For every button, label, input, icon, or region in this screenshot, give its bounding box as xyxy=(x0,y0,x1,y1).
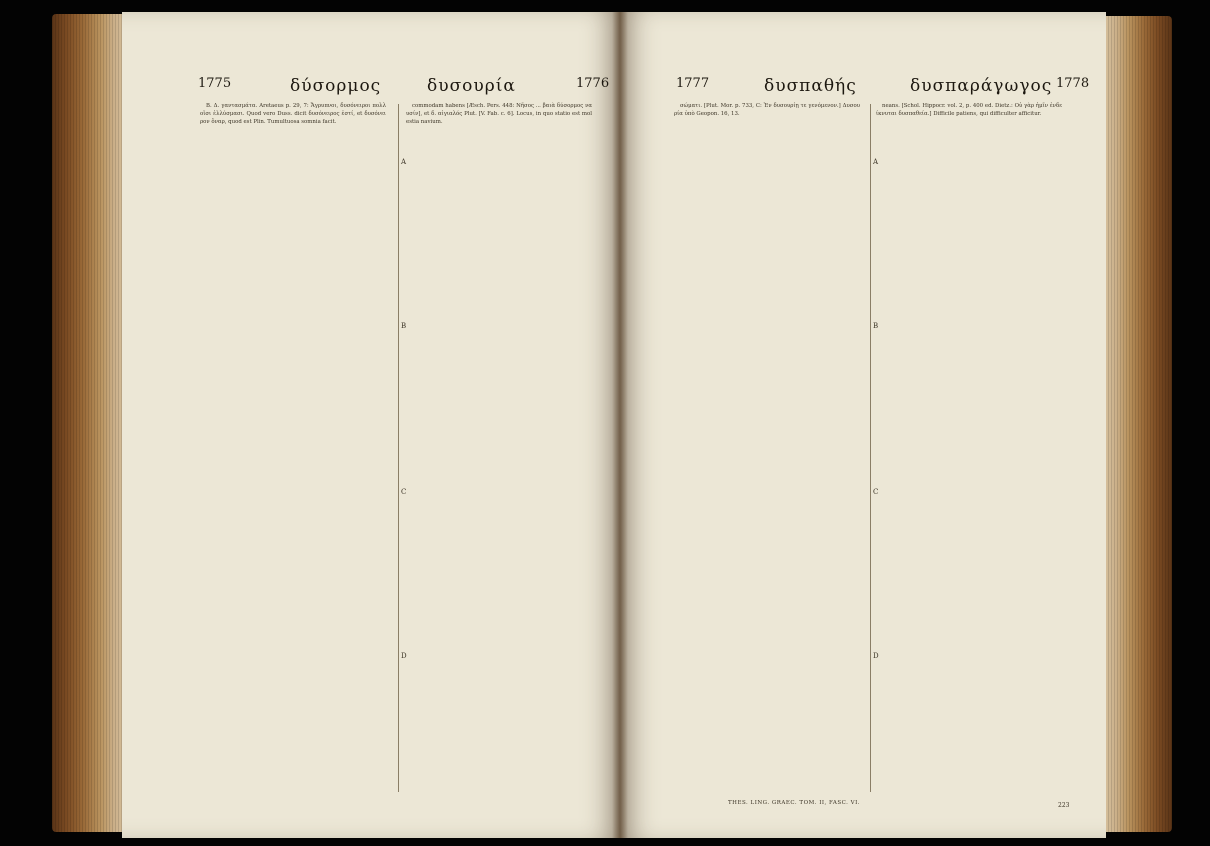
book-gutter xyxy=(612,12,628,838)
right-headword-a: δυσπαθής xyxy=(764,76,857,96)
left-marker-b: B xyxy=(401,322,407,330)
right-marker-b: B xyxy=(873,322,879,330)
left-column-a-text: B. Δ. γαντασμάτα. Aretaeus p. 29, 7: Ἄγρυπνοι, δυσόνειροι πολλοῖσι ἐλλύσμασι. Quod vero Duss. dicit δυσόνειρος ἐστί, et δυσόνειρον ὄναρ, quod est Plin. Tumultuosa somnia facit. xyxy=(200,103,386,126)
right-headword-b: δυσπαράγωγος xyxy=(910,76,1053,96)
right-page xyxy=(620,12,1106,838)
left-marker-d: D xyxy=(401,652,407,660)
left-headword-b: δυσουρία xyxy=(427,76,516,96)
right-page-footer: THES. LING. GRAEC. TOM. II, FASC. VI. xyxy=(728,800,861,806)
left-column-b-text: commodam habens [Æsch. Pers. 448: Νῆσος ... βαιὰ δύσορμος ναυσίν], et δ. αἰγιαλός Plut. [V. Fab. c. 6]. Locus, in quo statio est molestia navium. xyxy=(406,103,592,126)
right-running-head xyxy=(620,76,1106,98)
left-running-head xyxy=(122,76,620,98)
left-col-b-page-number: 1776 xyxy=(576,76,610,91)
right-col-a-page-number: 1777 xyxy=(676,76,710,91)
right-page-signature: 223 xyxy=(1058,802,1070,809)
right-marker-c: C xyxy=(873,488,879,496)
right-column-a-text: σώματι. [Plut. Mor. p. 733, C: Ἐν δυσουρίῃ τε γενόμενον.] Δυσουρία ὑπὸ Geopon. 16, 13. xyxy=(674,103,860,118)
open-book xyxy=(52,6,1172,838)
left-page xyxy=(122,12,620,838)
left-marker-a: A xyxy=(401,158,407,166)
right-marker-a: A xyxy=(873,158,879,166)
left-column-b xyxy=(406,102,592,792)
left-marker-c: C xyxy=(401,488,407,496)
left-column-rule xyxy=(398,104,399,792)
right-column-rule xyxy=(870,104,871,792)
left-page-edges xyxy=(52,14,130,832)
right-column-b-text: neans. [Schol. Hippocr. vol. 2, p. 400 ed. Dietz.: Οὐ γὰρ ἡμῖν ἐνδείκνυται δυσπαθεία.] Difficile patiens, qui difficulter afficitur. xyxy=(876,103,1062,118)
right-page-edges xyxy=(1102,16,1172,832)
left-column-a xyxy=(200,102,386,792)
right-col-b-page-number: 1778 xyxy=(1056,76,1090,91)
left-headword-a: δύσορμος xyxy=(290,76,382,96)
right-marker-d: D xyxy=(873,652,879,660)
left-col-a-page-number: 1775 xyxy=(198,76,232,91)
right-column-b xyxy=(876,102,1062,792)
right-column-a xyxy=(674,102,860,792)
